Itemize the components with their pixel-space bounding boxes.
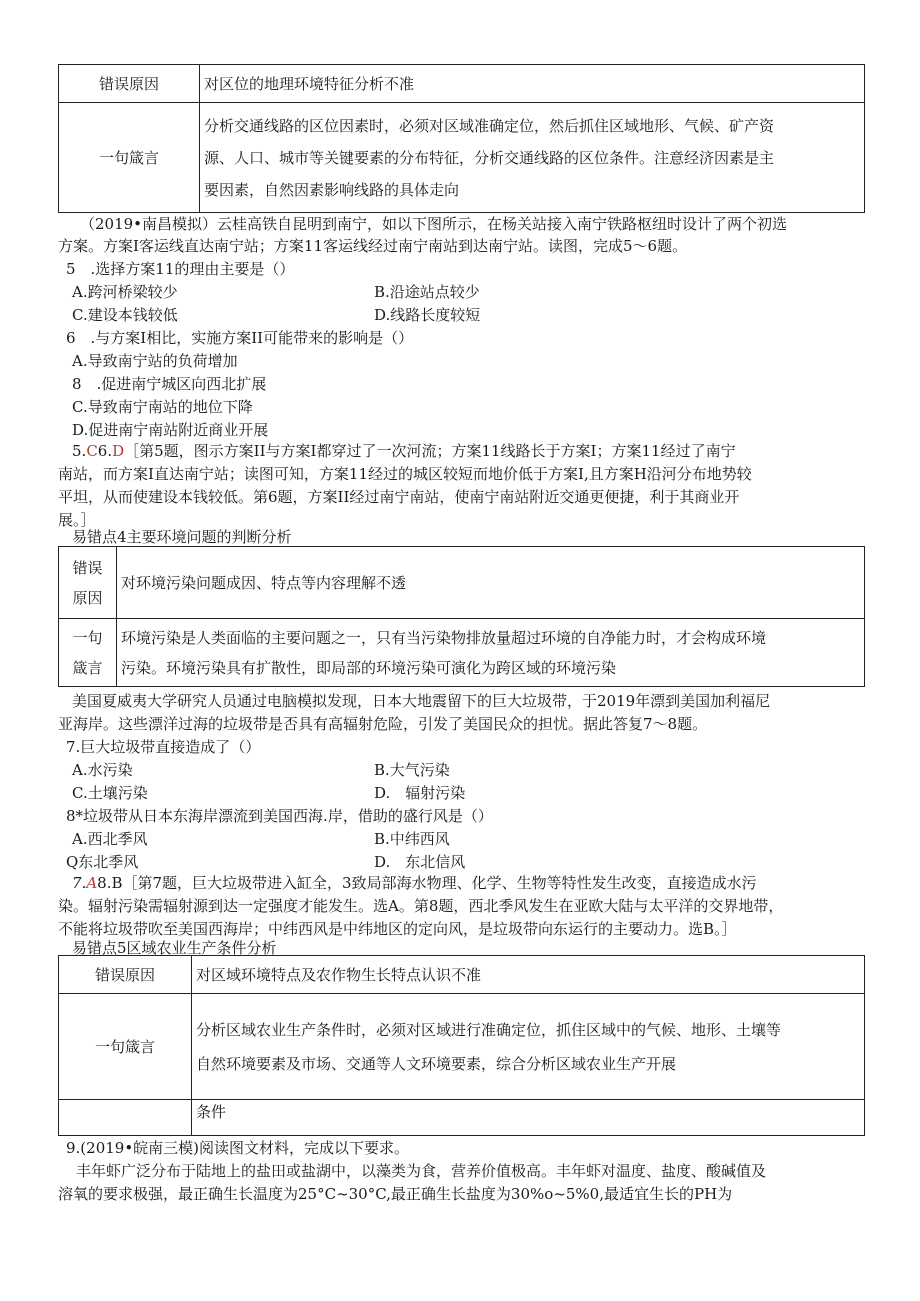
table-row bbox=[59, 1100, 865, 1136]
answer-mark: D bbox=[112, 442, 125, 460]
table-cell-error-cause: 对区域环境特点及农作物生长特点认识不准 bbox=[192, 956, 865, 994]
option-5a: A.跨河桥梁较少 bbox=[72, 283, 178, 301]
paragraph-q9: 丰年虾广泛分布于陆地上的盐田或盐湖中，以藻类为食，营养价值极高。丰年虾对温度、盐度、酸碱值及 bbox=[76, 1162, 767, 1180]
label-line: 错误 bbox=[72, 558, 103, 577]
option-5b: B.沿途站点较少 bbox=[374, 283, 480, 301]
option-6d: D.促进南宁南站附近商业开展 bbox=[72, 421, 269, 439]
table-row bbox=[59, 619, 865, 687]
answer-prefix: 5. bbox=[72, 442, 87, 460]
option-8c: Q东北季风 bbox=[66, 853, 139, 871]
table-cell-maxim bbox=[117, 619, 865, 687]
table-env-issues bbox=[58, 546, 865, 687]
answer-text: 8.B［第7题，巨大垃圾带进入缸全，3致局部海水物理、化学、生物等特性发生改变，直接造成水污 bbox=[97, 874, 757, 892]
table-row bbox=[59, 65, 865, 103]
table-row bbox=[59, 103, 865, 213]
option-7c: C.土壤污染 bbox=[72, 784, 148, 802]
section-title-4: 易错点4主要环境问题的判断分析 bbox=[72, 528, 292, 546]
answer-text: ［第5题，图示方案II与方案Ⅰ都穿过了一次河流；方案11线路长于方案Ⅰ；方案11经过了南宁 bbox=[124, 442, 736, 460]
table-row bbox=[59, 956, 865, 994]
table-label-error-cause: 错误原因 bbox=[59, 65, 200, 103]
question-6: 6 .与方案Ⅰ相比，实施方案II可能带来的影响是（） bbox=[66, 329, 414, 347]
answer-mid: 6. bbox=[97, 442, 113, 460]
table-cell-continued: 条件 bbox=[192, 1100, 865, 1136]
question-7: 7.巨大垃圾带直接造成了（） bbox=[66, 738, 261, 756]
answer-q56-line: 平坦，从而使建设本钱较低。第6题，方案II经过南宁南站，使南宁南站附近交通更便捷，利于其商业开 bbox=[58, 488, 740, 506]
label-line: 一句 bbox=[72, 628, 103, 647]
paragraph-intro-q56: （2019•南昌模拟）云桂高铁自昆明到南宁，如以下图所示，在杨关站接入南宁铁路枢纽时设计了两个初选 bbox=[80, 215, 788, 233]
answer-q78-line: 不能将垃圾带吹至美国西海岸；中纬西风是中纬地区的定向风，是垃圾带向东运行的主要动力。选B。］ bbox=[58, 920, 737, 938]
option-5c: C.建设本钱较低 bbox=[72, 306, 178, 324]
paragraph-q9-cont: 溶氧的要求极强，最正确生长温度为25°C~30°C,最正确生长盐度为30%o~5%0,最适宜生长的PH为 bbox=[58, 1185, 733, 1203]
table-label-error-cause: 错误原因 bbox=[59, 956, 192, 994]
answer-q56-line: 展。］ bbox=[58, 511, 96, 529]
paragraph-intro-q56-cont: 方案。方案Ⅰ客运线直达南宁站；方案11客运线经过南宁南站到达南宁站。读图，完成5～6题。 bbox=[58, 237, 688, 255]
option-8a: A.西北季风 bbox=[72, 830, 148, 848]
question-5: 5 .选择方案11的理由主要是（） bbox=[66, 260, 295, 278]
option-7a: A.水污染 bbox=[72, 761, 133, 779]
table-route-analysis bbox=[58, 64, 865, 213]
table-label-maxim bbox=[59, 619, 117, 687]
option-6b: 8 .促进南宁城区向西北扩展 bbox=[72, 375, 267, 393]
table-cell-maxim bbox=[192, 994, 865, 1100]
table-label-error-cause bbox=[59, 547, 117, 619]
table-agri-conditions bbox=[58, 955, 865, 1136]
table-cell-error-cause: 对环境污染问题成因、特点等内容理解不透 bbox=[117, 547, 865, 619]
text-line: 要因素，自然因素影响线路的具体走向 bbox=[204, 180, 460, 199]
option-5d: D.线路长度较短 bbox=[374, 306, 481, 324]
question-9: 9.(2019•皖南三模)阅读图文材料，完成以下要求。 bbox=[66, 1139, 410, 1157]
paragraph-intro-q78: 美国夏威夷大学研究人员通过电脑模拟发现，日本大地震留下的巨大垃圾带，于2019年漂到美国加利福尼 bbox=[72, 692, 771, 710]
answer-mark: C bbox=[86, 442, 98, 460]
section-title-5: 易错点5区域农业生产条件分析 bbox=[72, 939, 277, 957]
answer-q56 bbox=[72, 440, 736, 462]
paragraph-intro-q78-cont: 亚海岸。这些漂洋过海的垃圾带是否具有高辐射危险，引发了美国民众的担忧。据此答复7～8题。 bbox=[58, 715, 708, 733]
table-row bbox=[59, 547, 865, 619]
table-label-maxim: 一句箴言 bbox=[59, 994, 192, 1100]
option-6a: A.导致南宁站的负荷增加 bbox=[72, 352, 238, 370]
answer-q78-line: 染。辐射污染需辐射源到达一定强度才能发生。选A。第8题，西北季风发生在亚欧大陆与太平洋的交界地带， bbox=[58, 897, 784, 915]
label-line: 原因 bbox=[72, 588, 103, 607]
label-line: 箴言 bbox=[72, 658, 103, 677]
option-7d: D. 辐射污染 bbox=[374, 784, 466, 802]
option-6c: C.导致南宁南站的地位下降 bbox=[72, 398, 253, 416]
text-line: 分析区域农业生产条件时，必须对区域进行准确定位，抓住区域中的气候、地形、土壤等 bbox=[196, 1020, 782, 1039]
text-line: 自然环境要素及市场、交通等人文环境要素，综合分析区域农业生产开展 bbox=[196, 1054, 677, 1073]
answer-prefix: 7. bbox=[72, 874, 87, 892]
answer-q78 bbox=[72, 872, 757, 894]
option-8d: D. 东北信风 bbox=[374, 853, 466, 871]
table-cell-error-cause: 对区位的地理环境特征分析不准 bbox=[200, 65, 865, 103]
text-line: 分析交通线路的区位因素时，必须对区域准确定位，然后抓住区域地形、气候、矿产资 bbox=[204, 116, 775, 135]
text-line: 环境污染是人类面临的主要问题之一，只有当污染物排放量超过环境的自净能力时，才会构成环境 bbox=[121, 628, 767, 647]
option-7b: B.大气污染 bbox=[374, 761, 450, 779]
text-line: 污染。环境污染具有扩散性，即局部的环境污染可演化为跨区域的环境污染 bbox=[121, 658, 617, 677]
text-line: 源、人口、城市等关键要素的分布特征，分析交通线路的区位条件。注意经济因素是主 bbox=[204, 148, 775, 167]
answer-mark: A bbox=[86, 874, 98, 892]
answer-q56-line: 南站，而方案Ⅰ直达南宁站；读图可知，方案11经过的城区较短而地价低于方案Ⅰ,且方案H沿河分布地势较 bbox=[58, 465, 752, 483]
table-cell-maxim bbox=[200, 103, 865, 213]
table-row bbox=[59, 994, 865, 1100]
option-8b: B.中纬西风 bbox=[374, 830, 450, 848]
table-cell-empty bbox=[59, 1100, 192, 1136]
question-8: 8*垃圾带从日本东海岸漂流到美国西海.岸，借助的盛行风是（） bbox=[66, 807, 493, 825]
table-label-maxim: 一句箴言 bbox=[59, 103, 200, 213]
